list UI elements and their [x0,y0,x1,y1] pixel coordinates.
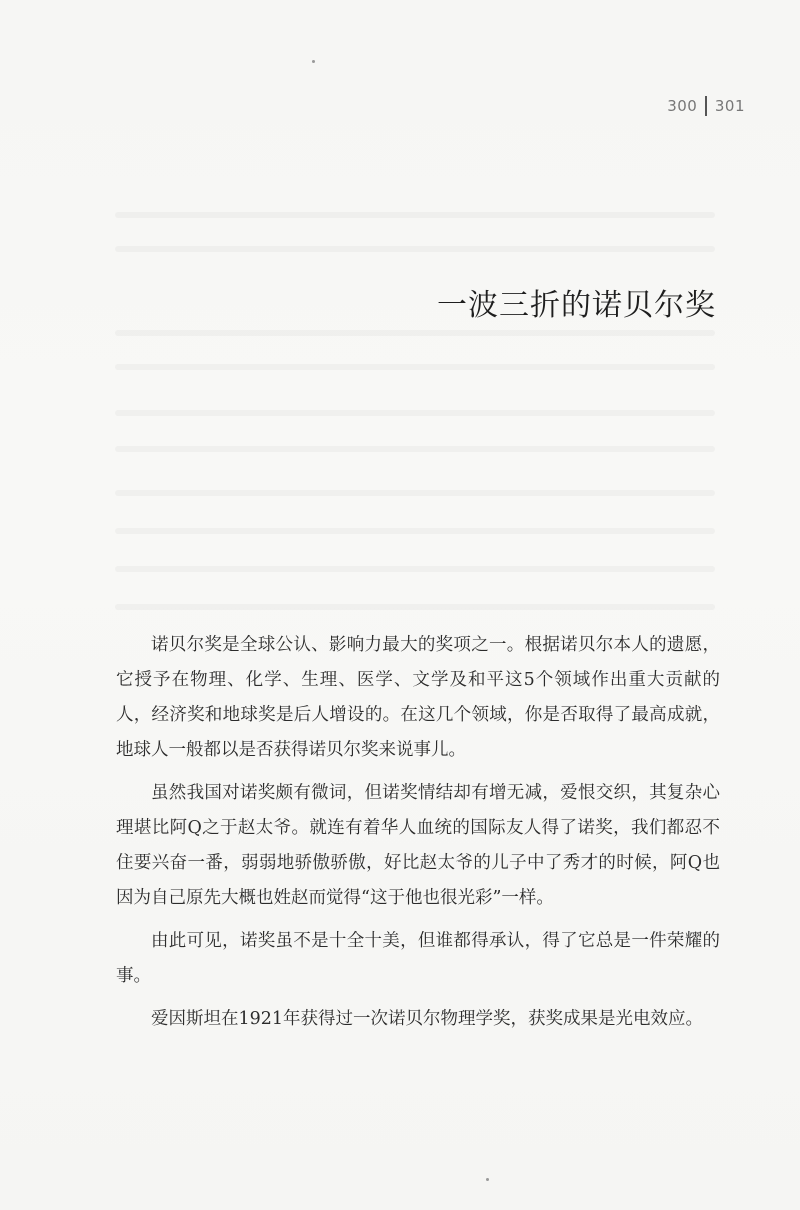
bleed-through-line [115,246,715,252]
paragraph: 虽然我国对诺奖颇有微词，但诺奖情结却有增无减，爱恨交织，其复杂心理堪比阿Q之于赵太爷。就连有着华人血统的国际友人得了诺奖，我们都忍不住要兴奋一番，弱弱地骄傲骄傲，好比赵太爷的儿子中了秀才的时候，阿Q也因为自己原先大概也姓赵而觉得“这于他也很光彩”一样。 [116,783,720,908]
chapter-title: 一波三折的诺贝尔奖 [437,288,716,323]
page-number-right: 301 [714,97,745,115]
bleed-through-line [115,410,715,416]
page-number-left: 300 [667,97,698,115]
paper-speck [312,60,315,63]
bleed-through-line [115,446,715,452]
bleed-through-line [115,364,715,370]
bleed-through-line [115,528,715,534]
bleed-through-line [115,330,715,336]
bleed-through-line [115,212,715,218]
paragraph: 由此可见，诺奖虽不是十全十美，但谁都得承认，得了它总是一件荣耀的事。 [116,931,720,986]
paragraph: 诺贝尔奖是全球公认、影响力最大的奖项之一。根据诺贝尔本人的遗愿，它授予在物理、化学、生理、医学、文学及和平这5个领域作出重大贡献的人，经济奖和地球奖是后人增设的。在这几个领域，你是否取得了最高成就，地球人一般都以是否获得诺贝尔奖来说事儿。 [116,635,720,760]
paragraph: 爱因斯坦在1921年获得过一次诺贝尔物理学奖，获奖成果是光电效应。 [151,1009,704,1029]
page-number-separator [705,96,707,116]
bleed-through-line [115,566,715,572]
bleed-through-line [115,490,715,496]
body-text [116,628,720,1045]
paper-speck [486,1178,489,1181]
bleed-through-line [115,604,715,610]
page-numbers [667,96,745,116]
